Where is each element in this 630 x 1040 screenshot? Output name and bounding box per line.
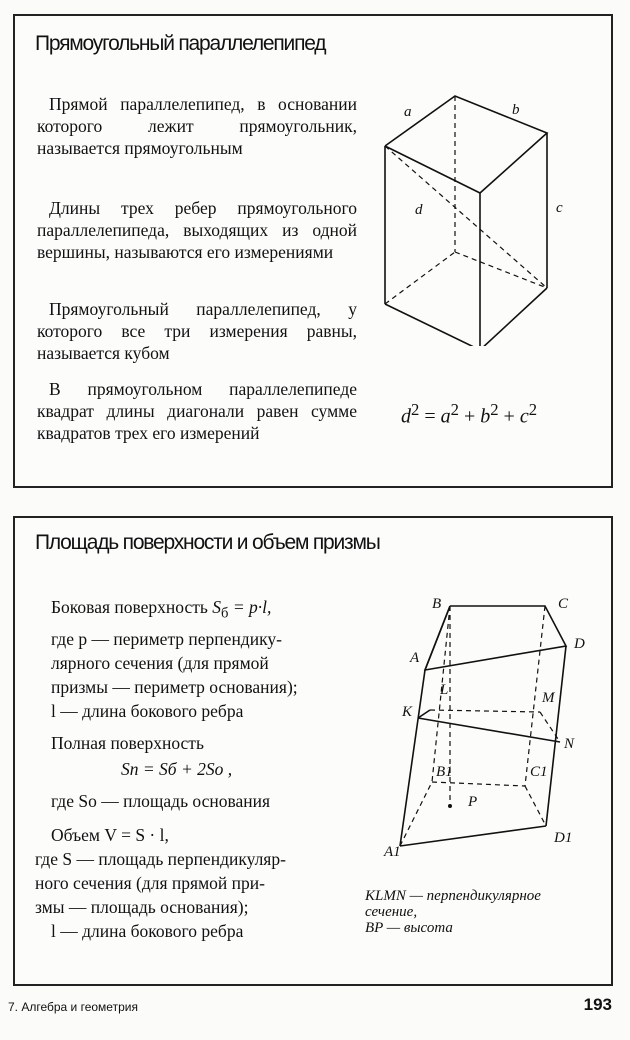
cube-paragraph: Прямоугольный параллелепипед, у которого все три измерения равны, называется кубом xyxy=(37,299,357,363)
where-p-line-2: лярного сечения (для прямой xyxy=(51,653,269,673)
card-title: Площадь поверхности и объем призмы xyxy=(35,531,380,554)
edge-AA1 xyxy=(400,670,425,846)
hidden-edge-left xyxy=(385,252,455,304)
where-p-line: где p — периметр перпендику- xyxy=(51,629,282,649)
chapter-footer: 7. Алгебра и геометрия xyxy=(8,1000,138,1014)
prism-figure xyxy=(370,590,610,880)
where-l-line: l — длина бокового ребра xyxy=(51,701,244,721)
hidden-B1C1 xyxy=(432,782,525,786)
label-D1: D1 xyxy=(554,830,573,846)
diagonal-d xyxy=(385,146,547,288)
label-b: b xyxy=(512,102,520,118)
where-l-line-2: l — длина бокового ребра xyxy=(51,921,244,941)
label-B1: B1 xyxy=(436,764,453,780)
volume-line: Объем V = S · l, xyxy=(51,825,169,845)
where-s-line: где S — площадь перпендикуляр- xyxy=(35,849,286,869)
edge-A1D1 xyxy=(400,826,546,846)
where-s-line-3: змы — площадь основания); xyxy=(35,897,249,917)
parallelepiped-figure xyxy=(370,76,610,346)
lateral-surface-line: Боковая поверхность $S_б = p\cdot l$, xyxy=(51,597,272,622)
label-a: a xyxy=(404,104,412,120)
dimensions-paragraph: Длины трех ребер прямоугольного параллелепипеда, выходящих из одной вершины, называются его измерениями xyxy=(37,198,357,262)
point-P xyxy=(448,804,452,808)
hidden-edge-right xyxy=(455,252,547,288)
label-A1: A1 xyxy=(384,844,401,860)
card-rectangular-parallelepiped xyxy=(13,14,613,488)
where-so-line: где Sо — площадь основания xyxy=(51,791,271,811)
diagonal-paragraph: В прямоугольном параллелепипеде квадрат длины диагонали равен сумме квадратов трех его измерений xyxy=(37,379,357,443)
hidden-C1D1 xyxy=(525,786,546,826)
label-N: N xyxy=(564,736,575,752)
definition-paragraph: Прямой параллелепипед, в основании которого лежит прямоугольник, называется прямоугольным xyxy=(37,94,357,158)
label-K: K xyxy=(402,704,413,720)
section-LM xyxy=(430,710,540,712)
edge-BA-left xyxy=(425,606,450,670)
label-L: L xyxy=(440,682,449,698)
card-prism-surface-volume xyxy=(13,516,613,986)
label-A: A xyxy=(410,650,420,666)
label-c: c xyxy=(556,200,563,216)
label-B: B xyxy=(432,596,442,612)
where-p-line-3: призмы — периметр основания); xyxy=(51,677,298,697)
full-surface-label: Полная поверхность xyxy=(51,733,204,753)
card-title: Прямоугольный параллелепипед xyxy=(35,32,326,55)
label-P: P xyxy=(468,794,478,810)
full-surface-formula: Sп = Sб + 2Sо , xyxy=(121,759,233,779)
label-C1: C1 xyxy=(530,764,548,780)
diagonal-formula: $d^2 = a^2 + b^2 + c^2$ xyxy=(401,400,538,428)
edge-bottom-front-right xyxy=(480,288,547,346)
label-D: D xyxy=(574,636,585,652)
figure-caption: KLMN — перпендикулярное сечение, BP — высота xyxy=(365,888,541,936)
label-C: C xyxy=(558,596,569,612)
label-d: d xyxy=(415,202,423,218)
page-number: 193 xyxy=(583,995,612,1014)
where-s-line-2: ного сечения (для прямой при- xyxy=(35,873,265,893)
edge-bottom-front-left xyxy=(385,304,480,346)
section-KN xyxy=(418,718,560,742)
label-M: M xyxy=(542,690,555,706)
